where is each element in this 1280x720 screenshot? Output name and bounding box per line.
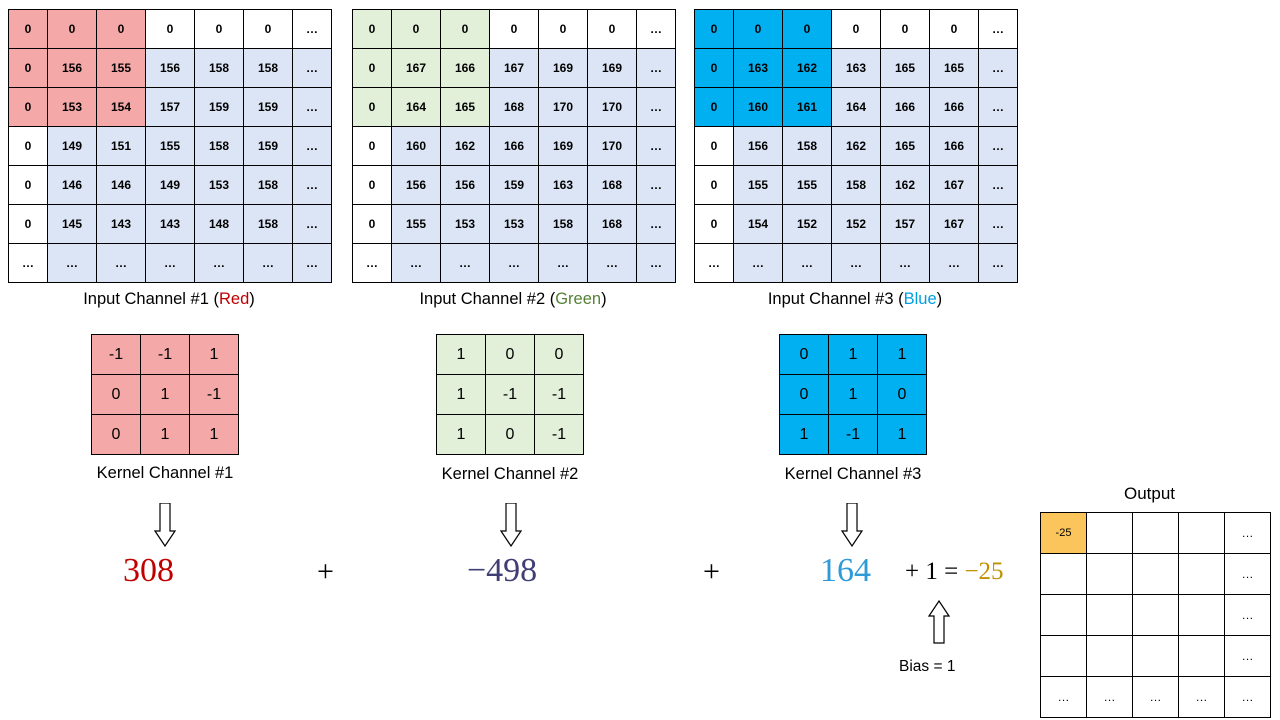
cell: 1 bbox=[437, 335, 486, 375]
cell: -1 bbox=[829, 415, 878, 455]
cell: … bbox=[637, 127, 676, 166]
table-row bbox=[9, 49, 332, 88]
cell: 0 bbox=[97, 10, 146, 49]
table-row bbox=[9, 88, 332, 127]
cell: 162 bbox=[832, 127, 881, 166]
input-channel-2-matrix bbox=[352, 9, 676, 283]
cell: 158 bbox=[244, 49, 293, 88]
cell: 0 bbox=[146, 10, 195, 49]
cell: 0 bbox=[832, 10, 881, 49]
cell: -1 bbox=[92, 335, 141, 375]
cell: 166 bbox=[441, 49, 490, 88]
cell: … bbox=[1041, 677, 1087, 718]
cell: 1 bbox=[437, 375, 486, 415]
cell: 1 bbox=[437, 415, 486, 455]
cell: 0 bbox=[695, 127, 734, 166]
cell: 165 bbox=[881, 127, 930, 166]
cell: 0 bbox=[539, 10, 588, 49]
plus-sign-2: + bbox=[703, 555, 720, 588]
cell: … bbox=[734, 244, 783, 283]
cell: 158 bbox=[783, 127, 832, 166]
cell: 146 bbox=[48, 166, 97, 205]
input-channel-1-caption bbox=[8, 290, 330, 309]
cell bbox=[1133, 554, 1179, 595]
cell: 1 bbox=[878, 335, 927, 375]
table-row bbox=[9, 205, 332, 244]
cell: 158 bbox=[195, 49, 244, 88]
table-row bbox=[695, 205, 1018, 244]
cell bbox=[1133, 513, 1179, 554]
cell: 0 bbox=[878, 375, 927, 415]
cell: … bbox=[979, 88, 1018, 127]
cell: … bbox=[695, 244, 734, 283]
cell: 0 bbox=[353, 10, 392, 49]
cell: 162 bbox=[441, 127, 490, 166]
cell: 0 bbox=[535, 335, 584, 375]
cell: 165 bbox=[441, 88, 490, 127]
cell: 169 bbox=[539, 127, 588, 166]
cell: … bbox=[979, 205, 1018, 244]
cell: 159 bbox=[195, 88, 244, 127]
table-row bbox=[353, 88, 676, 127]
table-row bbox=[92, 335, 239, 375]
cell: … bbox=[293, 166, 332, 205]
cell: … bbox=[146, 244, 195, 283]
cell: 0 bbox=[9, 49, 48, 88]
cell: 0 bbox=[353, 127, 392, 166]
cell: -1 bbox=[486, 375, 535, 415]
cell: 157 bbox=[146, 88, 195, 127]
cell: 159 bbox=[490, 166, 539, 205]
cell bbox=[1087, 636, 1133, 677]
cell: 152 bbox=[783, 205, 832, 244]
table-row bbox=[1041, 513, 1271, 554]
cell bbox=[1087, 595, 1133, 636]
table-row bbox=[437, 415, 584, 455]
cell: 0 bbox=[780, 335, 829, 375]
cell: 153 bbox=[490, 205, 539, 244]
cell: … bbox=[979, 10, 1018, 49]
cell: … bbox=[1225, 636, 1271, 677]
cell: 0 bbox=[9, 88, 48, 127]
arrow-down-icon-1 bbox=[154, 503, 176, 547]
table-row bbox=[437, 335, 584, 375]
cell: 148 bbox=[195, 205, 244, 244]
table-row bbox=[353, 166, 676, 205]
cell: 164 bbox=[392, 88, 441, 127]
cell: 165 bbox=[930, 49, 979, 88]
cell: 156 bbox=[392, 166, 441, 205]
input-channel-1-matrix bbox=[8, 9, 332, 283]
cell bbox=[1179, 513, 1225, 554]
cell: 0 bbox=[9, 166, 48, 205]
cell: 158 bbox=[539, 205, 588, 244]
cell: … bbox=[244, 244, 293, 283]
cell: 156 bbox=[48, 49, 97, 88]
cell: 155 bbox=[392, 205, 441, 244]
cell: … bbox=[783, 244, 832, 283]
cell: 158 bbox=[832, 166, 881, 205]
cell: 0 bbox=[353, 205, 392, 244]
final-result-value: −25 bbox=[964, 558, 1004, 585]
cell: 143 bbox=[97, 205, 146, 244]
cell: 152 bbox=[832, 205, 881, 244]
arrow-down-icon-2 bbox=[500, 503, 522, 547]
cell: … bbox=[637, 49, 676, 88]
cell: … bbox=[1179, 677, 1225, 718]
cell: 1 bbox=[829, 375, 878, 415]
arrow-down-icon-3 bbox=[841, 503, 863, 547]
caption-prefix: Input Channel #3 ( bbox=[767, 290, 904, 308]
cell: 154 bbox=[97, 88, 146, 127]
cell: … bbox=[637, 244, 676, 283]
output-cell-highlight: -25 bbox=[1041, 513, 1087, 554]
table-row bbox=[695, 49, 1018, 88]
cell bbox=[1179, 636, 1225, 677]
cell: 154 bbox=[734, 205, 783, 244]
cell: 168 bbox=[490, 88, 539, 127]
cell: … bbox=[353, 244, 392, 283]
cell: 164 bbox=[832, 88, 881, 127]
cell: … bbox=[832, 244, 881, 283]
cell bbox=[1041, 595, 1087, 636]
cell: 168 bbox=[588, 205, 637, 244]
cell: 0 bbox=[783, 10, 832, 49]
table-row bbox=[353, 127, 676, 166]
cell: 167 bbox=[930, 205, 979, 244]
cell: 0 bbox=[92, 375, 141, 415]
table-row bbox=[695, 127, 1018, 166]
cell: 166 bbox=[881, 88, 930, 127]
cell: … bbox=[293, 205, 332, 244]
cell: 149 bbox=[48, 127, 97, 166]
cell: 156 bbox=[146, 49, 195, 88]
cell: 165 bbox=[881, 49, 930, 88]
cell: 0 bbox=[486, 415, 535, 455]
cell: 0 bbox=[9, 205, 48, 244]
cell: 166 bbox=[930, 127, 979, 166]
caption-color-word: Blue bbox=[903, 290, 937, 308]
table-row bbox=[353, 205, 676, 244]
cell: … bbox=[490, 244, 539, 283]
table-row bbox=[1041, 595, 1271, 636]
cell: … bbox=[195, 244, 244, 283]
cell: 155 bbox=[783, 166, 832, 205]
table-row bbox=[353, 10, 676, 49]
cell bbox=[1041, 554, 1087, 595]
table-row bbox=[353, 244, 676, 283]
cell: 163 bbox=[734, 49, 783, 88]
cell: 0 bbox=[392, 10, 441, 49]
cell: -1 bbox=[535, 375, 584, 415]
cell: … bbox=[588, 244, 637, 283]
cell: … bbox=[881, 244, 930, 283]
cell bbox=[1179, 595, 1225, 636]
cell: 1 bbox=[141, 415, 190, 455]
cell: … bbox=[637, 166, 676, 205]
cell: 0 bbox=[588, 10, 637, 49]
cell: 156 bbox=[441, 166, 490, 205]
table-row bbox=[780, 335, 927, 375]
arrow-up-icon-bias bbox=[928, 600, 950, 644]
sum-blue-value: 164 bbox=[820, 552, 871, 589]
caption-suffix: ) bbox=[601, 290, 607, 308]
cell: … bbox=[48, 244, 97, 283]
cell: … bbox=[293, 49, 332, 88]
cell: … bbox=[293, 244, 332, 283]
cell: 143 bbox=[146, 205, 195, 244]
cell: 161 bbox=[783, 88, 832, 127]
cell: 162 bbox=[783, 49, 832, 88]
cell: 151 bbox=[97, 127, 146, 166]
cell: 170 bbox=[588, 88, 637, 127]
cell: … bbox=[637, 10, 676, 49]
cell: 0 bbox=[695, 88, 734, 127]
cell bbox=[1087, 513, 1133, 554]
table-row bbox=[92, 415, 239, 455]
input-channel-3-matrix bbox=[694, 9, 1018, 283]
table-row bbox=[353, 49, 676, 88]
cell: 168 bbox=[588, 166, 637, 205]
cell: … bbox=[1133, 677, 1179, 718]
table-row bbox=[695, 166, 1018, 205]
bias-label: Bias = 1 bbox=[899, 658, 956, 675]
cell: 158 bbox=[195, 127, 244, 166]
cell: 0 bbox=[9, 127, 48, 166]
cell: -1 bbox=[141, 335, 190, 375]
table-row bbox=[1041, 636, 1271, 677]
cell: … bbox=[1225, 677, 1271, 718]
cell: … bbox=[1225, 554, 1271, 595]
bias-addition-expression bbox=[905, 558, 1004, 586]
sum-green-value: −498 bbox=[467, 552, 538, 589]
table-row bbox=[92, 375, 239, 415]
cell: … bbox=[637, 88, 676, 127]
cell: 166 bbox=[490, 127, 539, 166]
cell: 0 bbox=[695, 49, 734, 88]
cell: … bbox=[979, 127, 1018, 166]
cell: … bbox=[979, 166, 1018, 205]
cell: 153 bbox=[441, 205, 490, 244]
caption-color-word: Red bbox=[218, 290, 250, 308]
cell: 0 bbox=[734, 10, 783, 49]
cell: 0 bbox=[695, 166, 734, 205]
cell: 163 bbox=[832, 49, 881, 88]
cell: 0 bbox=[48, 10, 97, 49]
cell: 0 bbox=[92, 415, 141, 455]
cell: 170 bbox=[539, 88, 588, 127]
cell: … bbox=[293, 127, 332, 166]
kernel-channel-2-caption: Kernel Channel #2 bbox=[441, 465, 579, 483]
table-row bbox=[437, 375, 584, 415]
caption-prefix: Input Channel #1 ( bbox=[83, 290, 219, 308]
cell: 167 bbox=[490, 49, 539, 88]
cell: 0 bbox=[930, 10, 979, 49]
cell: … bbox=[930, 244, 979, 283]
kernel-channel-3-caption: Kernel Channel #3 bbox=[784, 465, 922, 483]
output-matrix bbox=[1040, 512, 1271, 718]
cell bbox=[1041, 636, 1087, 677]
cell: -1 bbox=[190, 375, 239, 415]
cell: 1 bbox=[141, 375, 190, 415]
cell: 0 bbox=[353, 166, 392, 205]
cell: … bbox=[1225, 595, 1271, 636]
cell: … bbox=[1087, 677, 1133, 718]
cell: 1 bbox=[190, 415, 239, 455]
caption-color-word: Green bbox=[555, 290, 602, 308]
cell: … bbox=[293, 88, 332, 127]
table-row bbox=[9, 10, 332, 49]
cell: 156 bbox=[734, 127, 783, 166]
cell: 162 bbox=[881, 166, 930, 205]
table-row bbox=[695, 10, 1018, 49]
cell: 0 bbox=[195, 10, 244, 49]
cell: 0 bbox=[9, 10, 48, 49]
table-row bbox=[695, 88, 1018, 127]
input-channel-3-caption bbox=[694, 290, 1016, 309]
cell: 166 bbox=[930, 88, 979, 127]
caption-suffix: ) bbox=[249, 290, 255, 308]
cell: … bbox=[97, 244, 146, 283]
cell: 155 bbox=[734, 166, 783, 205]
cell: 160 bbox=[392, 127, 441, 166]
cell: 158 bbox=[244, 166, 293, 205]
cell: 155 bbox=[97, 49, 146, 88]
cell: 0 bbox=[881, 10, 930, 49]
table-row bbox=[780, 415, 927, 455]
cell: 1 bbox=[878, 415, 927, 455]
caption-suffix: ) bbox=[936, 290, 943, 308]
cell: … bbox=[293, 10, 332, 49]
cell bbox=[1133, 636, 1179, 677]
cell: 167 bbox=[930, 166, 979, 205]
table-row bbox=[9, 166, 332, 205]
cell: … bbox=[9, 244, 48, 283]
cell: … bbox=[1225, 513, 1271, 554]
cell: 158 bbox=[244, 205, 293, 244]
kernel-channel-2-matrix bbox=[436, 334, 584, 455]
table-row bbox=[9, 127, 332, 166]
caption-prefix: Input Channel #2 ( bbox=[419, 290, 556, 308]
cell: … bbox=[392, 244, 441, 283]
cell bbox=[1179, 554, 1225, 595]
bias-addition-text: + 1 = bbox=[905, 558, 965, 585]
cell: … bbox=[441, 244, 490, 283]
cell bbox=[1133, 595, 1179, 636]
cell: 163 bbox=[539, 166, 588, 205]
cell: 0 bbox=[353, 88, 392, 127]
output-title: Output bbox=[1124, 484, 1176, 503]
cell: 0 bbox=[441, 10, 490, 49]
cell: 159 bbox=[244, 88, 293, 127]
cell: 145 bbox=[48, 205, 97, 244]
cell: 0 bbox=[780, 375, 829, 415]
table-row bbox=[1041, 554, 1271, 595]
cell: … bbox=[979, 49, 1018, 88]
cell: 153 bbox=[48, 88, 97, 127]
table-row bbox=[695, 244, 1018, 283]
cell: 169 bbox=[539, 49, 588, 88]
kernel-channel-3-matrix bbox=[779, 334, 927, 455]
cell: 0 bbox=[490, 10, 539, 49]
cell: -1 bbox=[535, 415, 584, 455]
cell: 0 bbox=[244, 10, 293, 49]
cell: 160 bbox=[734, 88, 783, 127]
cell: 1 bbox=[780, 415, 829, 455]
cell: 153 bbox=[195, 166, 244, 205]
cell: … bbox=[637, 205, 676, 244]
cell: 159 bbox=[244, 127, 293, 166]
cell: 170 bbox=[588, 127, 637, 166]
cell: 157 bbox=[881, 205, 930, 244]
kernel-channel-1-caption: Kernel Channel #1 bbox=[96, 464, 234, 482]
cell: 149 bbox=[146, 166, 195, 205]
table-row bbox=[780, 375, 927, 415]
cell: 0 bbox=[695, 205, 734, 244]
table-row bbox=[1041, 677, 1271, 718]
cell: 1 bbox=[190, 335, 239, 375]
cell: 0 bbox=[353, 49, 392, 88]
input-channel-2-caption bbox=[352, 290, 674, 309]
sum-red-value: 308 bbox=[123, 552, 174, 589]
cell: … bbox=[539, 244, 588, 283]
cell: 169 bbox=[588, 49, 637, 88]
cell: 0 bbox=[695, 10, 734, 49]
cell: 146 bbox=[97, 166, 146, 205]
cell: 155 bbox=[146, 127, 195, 166]
plus-sign-1: + bbox=[317, 555, 334, 588]
kernel-channel-1-matrix bbox=[91, 334, 239, 455]
cell: 167 bbox=[392, 49, 441, 88]
cell: 1 bbox=[829, 335, 878, 375]
cell: 0 bbox=[486, 335, 535, 375]
cell: … bbox=[979, 244, 1018, 283]
table-row bbox=[9, 244, 332, 283]
cell bbox=[1087, 554, 1133, 595]
